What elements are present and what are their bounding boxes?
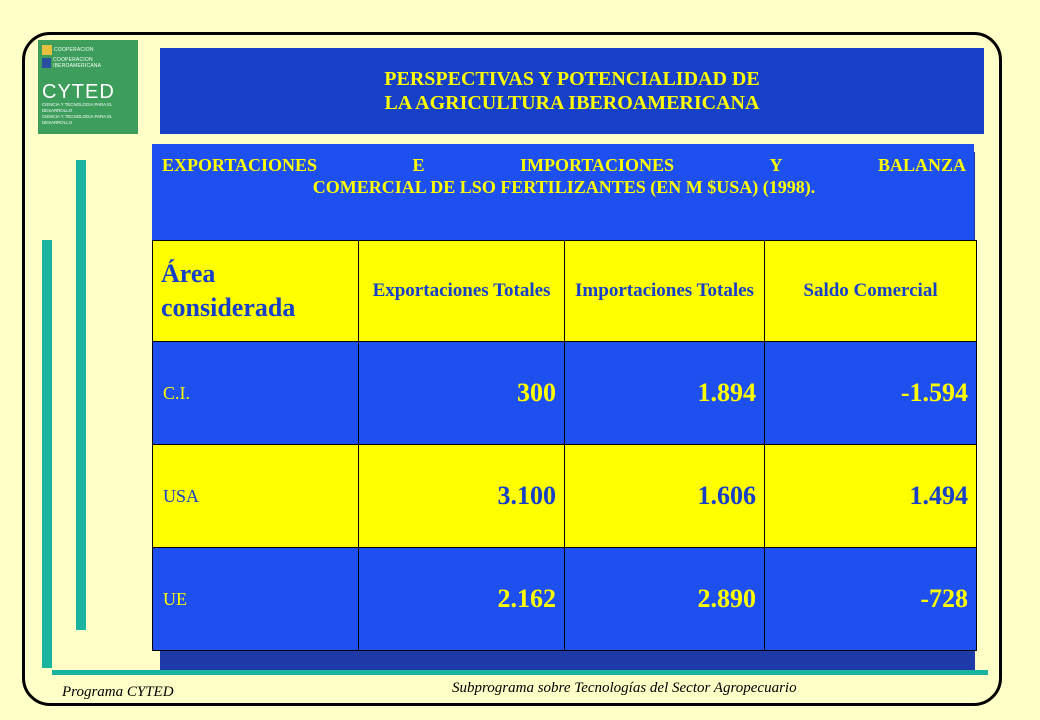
cyted-logo	[38, 40, 138, 134]
caption-word: BALANZA	[877, 155, 966, 175]
cell-area: C.I.	[153, 342, 359, 445]
cell-imports: 1.894	[565, 342, 765, 445]
cell-area: UE	[153, 548, 359, 651]
header-exports: Exportaciones Totales	[359, 241, 565, 342]
title-line-1: PERSPECTIVAS Y POTENCIALIDAD DE	[384, 68, 760, 90]
header-balance: Saldo Comercial	[765, 241, 977, 342]
cell-imports: 1.606	[565, 445, 765, 548]
header-area: Área considerada	[153, 241, 359, 342]
title-line-2: LA AGRICULTURA IBEROAMERICANA	[384, 92, 760, 114]
cell-balance: 1.494	[765, 445, 977, 548]
slide-title	[160, 48, 984, 134]
table-header-row	[153, 241, 977, 342]
caption-word: IMPORTACIONES	[519, 155, 675, 175]
logo-tagline-2: CIENCIA Y TECNOLOGIA PARA EL DESARROLLO	[42, 114, 113, 125]
logo-line1: COOPERACION	[54, 46, 94, 53]
footer-program: Programa CYTED	[62, 684, 174, 700]
caption-word: E	[412, 155, 425, 175]
cell-area: USA	[153, 445, 359, 548]
caption-line-2: COMERCIAL DE LSO FERTILIZANTES (EN M $USA) (1998).	[312, 177, 816, 197]
table-caption	[152, 144, 974, 242]
table-row	[153, 445, 977, 548]
cell-balance: -1.594	[765, 342, 977, 445]
cell-exports: 3.100	[359, 445, 565, 548]
decor-bar-left	[42, 240, 52, 668]
footer-subprogram: Subprograma sobre Tecnologías del Sector Agropecuario	[452, 680, 797, 696]
trade-table	[152, 240, 977, 651]
cell-exports: 300	[359, 342, 565, 445]
caption-word: Y	[769, 155, 783, 175]
table-row	[153, 342, 977, 445]
logo-tagline-1: CIENCIA Y TECNOLOGIA PARA EL DESARROLLO	[42, 102, 113, 113]
caption-word: EXPORTACIONES	[162, 155, 318, 175]
table-row	[153, 548, 977, 651]
logo-mark-icon	[42, 45, 52, 55]
cell-exports: 2.162	[359, 548, 565, 651]
footer-divider	[52, 670, 988, 675]
cell-balance: -728	[765, 548, 977, 651]
logo-mark-icon	[42, 58, 51, 68]
header-imports: Importaciones Totales	[565, 241, 765, 342]
cell-imports: 2.890	[565, 548, 765, 651]
decor-bar-right	[76, 160, 86, 630]
logo-name: CYTED	[42, 81, 115, 103]
logo-line2: COOPERACION IBEROAMERICANA	[53, 56, 102, 69]
